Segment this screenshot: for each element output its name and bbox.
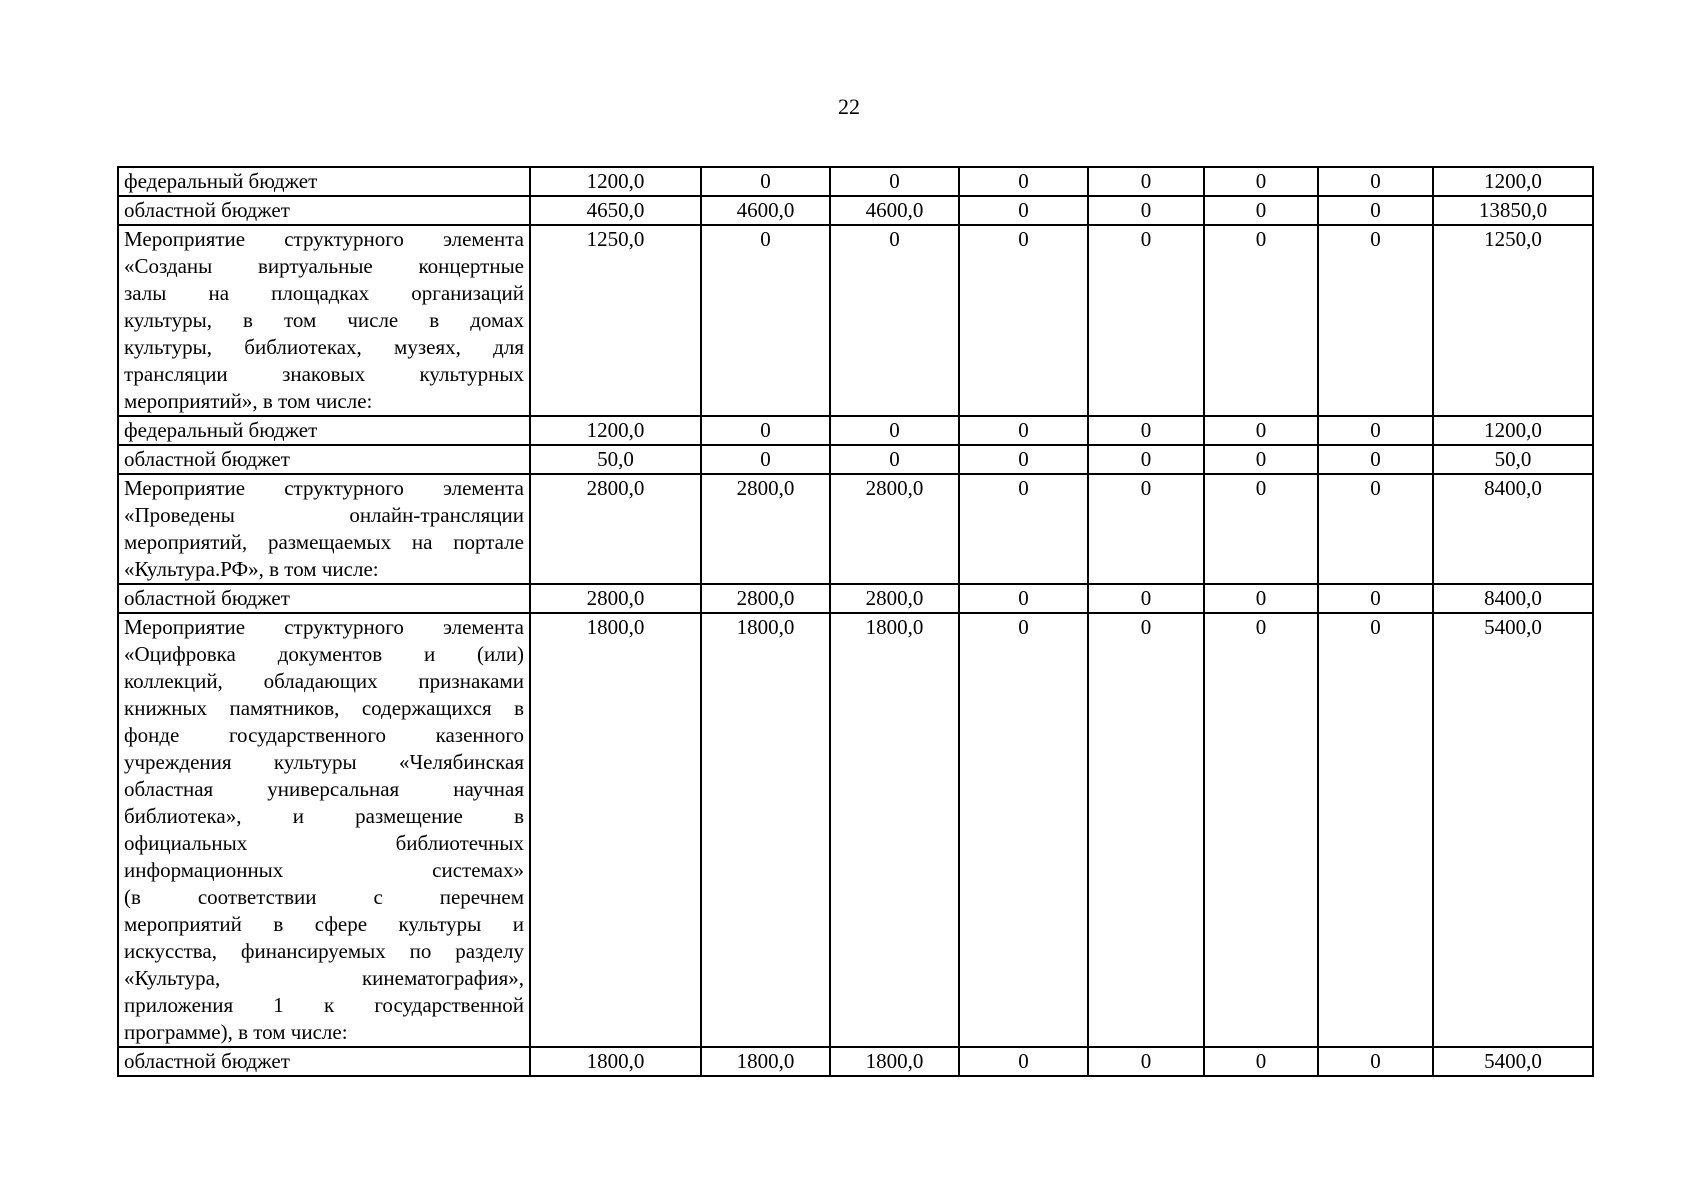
value-cell: 0 bbox=[959, 474, 1088, 584]
label-line: мероприятий», в том числе: bbox=[124, 389, 373, 413]
value-cell: 0 bbox=[959, 445, 1088, 474]
value-cell: 0 bbox=[1318, 167, 1433, 196]
total-value-cell: 8400,0 bbox=[1433, 474, 1593, 584]
value-cell: 2800,0 bbox=[830, 474, 959, 584]
value-cell: 2800,0 bbox=[701, 584, 830, 613]
activity-description bbox=[118, 225, 530, 416]
table-row bbox=[118, 196, 1593, 225]
value-cell: 0 bbox=[959, 196, 1088, 225]
budget-source-label bbox=[118, 167, 530, 196]
total-value-cell: 1200,0 bbox=[1433, 416, 1593, 445]
table-row bbox=[118, 1047, 1593, 1076]
value-cell: 50,0 bbox=[530, 445, 701, 474]
value-cell: 0 bbox=[959, 584, 1088, 613]
label-line: областной бюджет bbox=[124, 447, 290, 471]
label-line: культуры, в том числе в домах bbox=[124, 308, 524, 332]
value-cell: 0 bbox=[1088, 167, 1204, 196]
value-cell: 0 bbox=[959, 613, 1088, 1047]
value-cell: 1800,0 bbox=[701, 613, 830, 1047]
value-cell: 0 bbox=[1088, 445, 1204, 474]
value-cell: 2800,0 bbox=[530, 584, 701, 613]
value-cell: 0 bbox=[1088, 1047, 1204, 1076]
value-cell: 2800,0 bbox=[830, 584, 959, 613]
value-cell: 0 bbox=[1318, 445, 1433, 474]
value-cell: 0 bbox=[1318, 225, 1433, 416]
total-value-cell: 8400,0 bbox=[1433, 584, 1593, 613]
label-line: «Оцифровка документов и (или) bbox=[124, 642, 524, 666]
value-cell: 1200,0 bbox=[530, 416, 701, 445]
label-line: «Созданы виртуальные концертные bbox=[124, 254, 524, 278]
value-cell: 2800,0 bbox=[530, 474, 701, 584]
total-value-cell: 1250,0 bbox=[1433, 225, 1593, 416]
value-cell: 0 bbox=[1318, 584, 1433, 613]
label-line: искусства, финансируемых по разделу bbox=[124, 939, 524, 963]
value-cell: 0 bbox=[1204, 416, 1318, 445]
table-row bbox=[118, 167, 1593, 196]
label-line: учреждения культуры «Челябинская bbox=[124, 750, 524, 774]
budget-source-label bbox=[118, 1047, 530, 1076]
value-cell: 0 bbox=[1088, 474, 1204, 584]
value-cell: 0 bbox=[959, 225, 1088, 416]
label-line: областной бюджет bbox=[124, 1049, 290, 1073]
value-cell: 4650,0 bbox=[530, 196, 701, 225]
label-line: коллекций, обладающих признаками bbox=[124, 669, 524, 693]
activity-description bbox=[118, 474, 530, 584]
budget-source-label bbox=[118, 196, 530, 225]
label-line: «Культура, кинематография», bbox=[124, 966, 524, 990]
value-cell: 1800,0 bbox=[830, 613, 959, 1047]
value-cell: 0 bbox=[1204, 613, 1318, 1047]
value-cell: 0 bbox=[1318, 1047, 1433, 1076]
label-line: областной бюджет bbox=[124, 586, 290, 610]
value-cell: 0 bbox=[1318, 196, 1433, 225]
label-line: федеральный бюджет bbox=[124, 169, 318, 193]
budget-source-label bbox=[118, 416, 530, 445]
value-cell: 1800,0 bbox=[530, 613, 701, 1047]
table-body bbox=[118, 167, 1593, 1076]
value-cell: 1250,0 bbox=[530, 225, 701, 416]
value-cell: 0 bbox=[1318, 416, 1433, 445]
value-cell: 0 bbox=[959, 416, 1088, 445]
label-line: Мероприятие структурного элемента bbox=[124, 476, 524, 500]
value-cell: 0 bbox=[1204, 474, 1318, 584]
table-row bbox=[118, 584, 1593, 613]
label-line: федеральный бюджет bbox=[124, 418, 318, 442]
value-cell: 0 bbox=[1204, 1047, 1318, 1076]
value-cell: 0 bbox=[1204, 167, 1318, 196]
label-line: информационных системах» bbox=[124, 858, 524, 882]
value-cell: 0 bbox=[701, 167, 830, 196]
label-line: официальных библиотечных bbox=[124, 831, 524, 855]
label-line: приложения 1 к государственной bbox=[124, 993, 524, 1017]
value-cell: 4600,0 bbox=[701, 196, 830, 225]
value-cell: 0 bbox=[1204, 584, 1318, 613]
value-cell: 0 bbox=[701, 445, 830, 474]
label-line: «Культура.РФ», в том числе: bbox=[124, 557, 379, 581]
label-line: библиотека», и размещение в bbox=[124, 804, 524, 828]
label-line: областной бюджет bbox=[124, 198, 290, 222]
page-number: 22 bbox=[838, 94, 860, 119]
label-line: Мероприятие структурного элемента bbox=[124, 615, 524, 639]
label-line: мероприятий, размещаемых на портале bbox=[124, 530, 524, 554]
value-cell: 0 bbox=[1204, 196, 1318, 225]
total-value-cell: 13850,0 bbox=[1433, 196, 1593, 225]
label-line: культуры, библиотеках, музеях, для bbox=[124, 335, 524, 359]
value-cell: 0 bbox=[1318, 474, 1433, 584]
label-line: Мероприятие структурного элемента bbox=[124, 227, 524, 251]
value-cell: 4600,0 bbox=[830, 196, 959, 225]
total-value-cell: 50,0 bbox=[1433, 445, 1593, 474]
value-cell: 0 bbox=[830, 416, 959, 445]
label-line: программе), в том числе: bbox=[124, 1020, 348, 1044]
label-line: мероприятий в сфере культуры и bbox=[124, 912, 524, 936]
value-cell: 0 bbox=[701, 225, 830, 416]
label-line: «Проведены онлайн-трансляции bbox=[124, 503, 524, 527]
total-value-cell: 1200,0 bbox=[1433, 167, 1593, 196]
value-cell: 0 bbox=[1088, 196, 1204, 225]
value-cell: 1200,0 bbox=[530, 167, 701, 196]
value-cell: 0 bbox=[959, 167, 1088, 196]
value-cell: 0 bbox=[959, 1047, 1088, 1076]
value-cell: 0 bbox=[1204, 445, 1318, 474]
label-line: залы на площадках организаций bbox=[124, 281, 524, 305]
value-cell: 0 bbox=[1088, 584, 1204, 613]
value-cell: 1800,0 bbox=[530, 1047, 701, 1076]
table-row bbox=[118, 474, 1593, 584]
value-cell: 0 bbox=[830, 225, 959, 416]
table-row bbox=[118, 613, 1593, 1047]
total-value-cell: 5400,0 bbox=[1433, 613, 1593, 1047]
table-row bbox=[118, 225, 1593, 416]
label-line: книжных памятников, содержащихся в bbox=[124, 696, 524, 720]
value-cell: 0 bbox=[1088, 225, 1204, 416]
value-cell: 0 bbox=[830, 167, 959, 196]
value-cell: 0 bbox=[1088, 613, 1204, 1047]
budget-table bbox=[117, 166, 1594, 1077]
total-value-cell: 5400,0 bbox=[1433, 1047, 1593, 1076]
label-line: (в соответствии с перечнем bbox=[124, 885, 524, 909]
label-line: областная универсальная научная bbox=[124, 777, 524, 801]
value-cell: 0 bbox=[701, 416, 830, 445]
table-row bbox=[118, 445, 1593, 474]
value-cell: 1800,0 bbox=[701, 1047, 830, 1076]
budget-source-label bbox=[118, 584, 530, 613]
table-row bbox=[118, 416, 1593, 445]
value-cell: 0 bbox=[1204, 225, 1318, 416]
value-cell: 0 bbox=[830, 445, 959, 474]
value-cell: 1800,0 bbox=[830, 1047, 959, 1076]
value-cell: 2800,0 bbox=[701, 474, 830, 584]
value-cell: 0 bbox=[1318, 613, 1433, 1047]
activity-description bbox=[118, 613, 530, 1047]
label-line: трансляции знаковых культурных bbox=[124, 362, 524, 386]
value-cell: 0 bbox=[1088, 416, 1204, 445]
budget-source-label bbox=[118, 445, 530, 474]
label-line: фонде государственного казенного bbox=[124, 723, 524, 747]
